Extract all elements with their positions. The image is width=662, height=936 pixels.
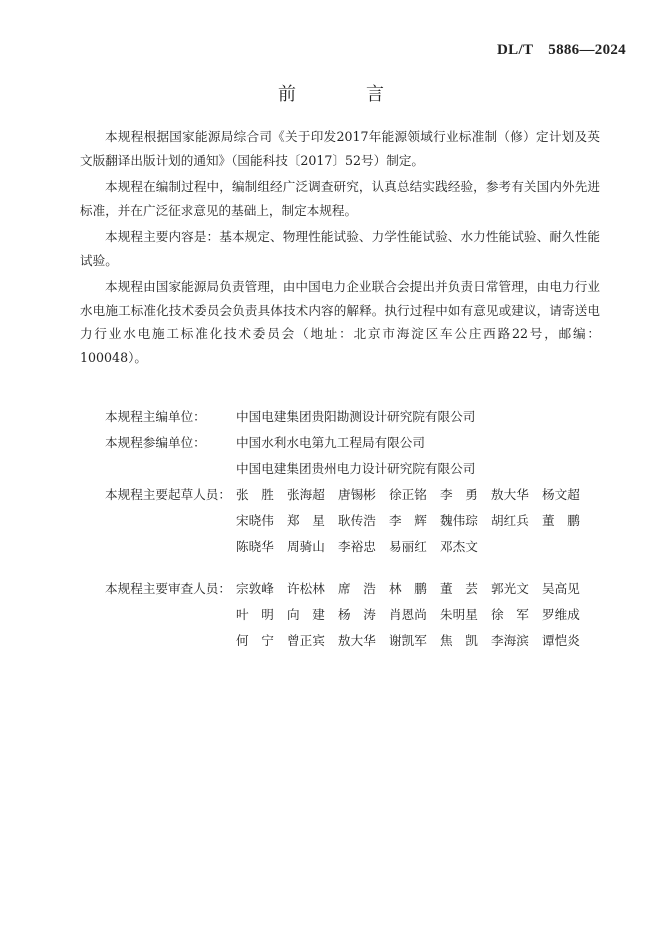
person-name: 易丽红	[389, 539, 427, 554]
person-name: 胡红兵	[491, 513, 529, 528]
person-name: 魏伟琮	[440, 513, 478, 528]
page-title: 前 言	[278, 84, 410, 105]
reviewers-row	[80, 576, 600, 654]
name-row	[236, 534, 600, 560]
person-name: 吴高见	[542, 581, 580, 596]
person-name: 谭恺炎	[542, 633, 580, 648]
name-row	[236, 482, 600, 508]
person-name: 敖大华	[491, 487, 529, 502]
person-name: 周骑山	[287, 539, 325, 554]
person-name: 杨文超	[542, 487, 580, 502]
person-name: 何 宁	[236, 633, 274, 648]
person-name: 李 辉	[389, 513, 427, 528]
credit-label: 本规程主编单位：	[105, 409, 206, 424]
person-name: 宗敦峰	[236, 581, 274, 596]
participating-units-row	[80, 430, 600, 482]
credit-label: 本规程主要审查人员：	[105, 581, 231, 596]
credit-label: 本规程主要起草人员：	[105, 487, 231, 502]
person-name: 谢凯军	[389, 633, 427, 648]
paragraph: 本规程由国家能源局负责管理，由中国电力企业联合会提出并负责日常管理，由电力行业水电施工标准化技术委员会负责具体技术内容的解释。执行过程中如有意见或建议，请寄送电力行业水电施工标准化技术委员会（地址：北京市海淀区车公庄西路22号，邮编：100048）。	[80, 279, 600, 365]
paragraph: 本规程主要内容是：基本规定、物理性能试验、力学性能试验、水力性能试验、耐久性能试验。	[80, 229, 600, 268]
person-name: 李裕忠	[338, 539, 376, 554]
person-name: 朱明星	[440, 607, 478, 622]
unit-name: 中国电建集团贵阳勘测设计研究院有限公司	[236, 409, 476, 424]
name-row	[236, 508, 600, 534]
name-row	[236, 576, 600, 602]
person-name: 徐 军	[491, 607, 529, 622]
person-name: 叶 明	[236, 607, 274, 622]
chief-unit-row	[80, 404, 600, 430]
unit-name: 中国水利水电第九工程局有限公司	[236, 435, 425, 450]
person-name: 张海超	[287, 487, 325, 502]
person-name: 唐锡彬	[338, 487, 376, 502]
person-name: 罗维成	[542, 607, 580, 622]
person-name: 郑 星	[287, 513, 325, 528]
person-name: 席 浩	[338, 581, 376, 596]
person-name: 邓杰文	[440, 539, 478, 554]
credits-section	[80, 404, 600, 654]
name-row	[236, 628, 600, 654]
person-name: 徐正铭	[389, 487, 427, 502]
person-name: 陈晓华	[236, 539, 274, 554]
person-name: 李 勇	[440, 487, 478, 502]
person-name: 焦 凯	[440, 633, 478, 648]
credit-label: 本规程参编单位：	[105, 435, 206, 450]
person-name: 董 鹏	[542, 513, 580, 528]
person-name: 敖大华	[338, 633, 376, 648]
foreword-body	[80, 125, 600, 372]
name-row	[236, 602, 600, 628]
person-name: 肖恩尚	[389, 607, 427, 622]
person-name: 耿传浩	[338, 513, 376, 528]
drafters-row	[80, 482, 600, 560]
person-name: 曾正宾	[287, 633, 325, 648]
person-name: 宋晓伟	[236, 513, 274, 528]
person-name: 董 芸	[440, 581, 478, 596]
paragraph: 本规程在编制过程中，编制组经广泛调查研究，认真总结实践经验，参考有关国内外先进标准，并在广泛征求意见的基础上，制定本规程。	[80, 179, 600, 218]
person-name: 许松林	[287, 581, 325, 596]
person-name: 郭光文	[491, 581, 529, 596]
person-name: 林 鹏	[389, 581, 427, 596]
unit-name: 中国电建集团贵州电力设计研究院有限公司	[236, 461, 476, 476]
person-name: 向 建	[287, 607, 325, 622]
person-name: 杨 涛	[338, 607, 376, 622]
person-name: 张 胜	[236, 487, 274, 502]
person-name: 李海滨	[491, 633, 529, 648]
paragraph: 本规程根据国家能源局综合司《关于印发2017年能源领域行业标准制（修）定计划及英文版翻译出版计划的通知》（国能科技〔2017〕52号）制定。	[80, 129, 600, 168]
standard-code: DL/T 5886—2024	[497, 42, 626, 58]
